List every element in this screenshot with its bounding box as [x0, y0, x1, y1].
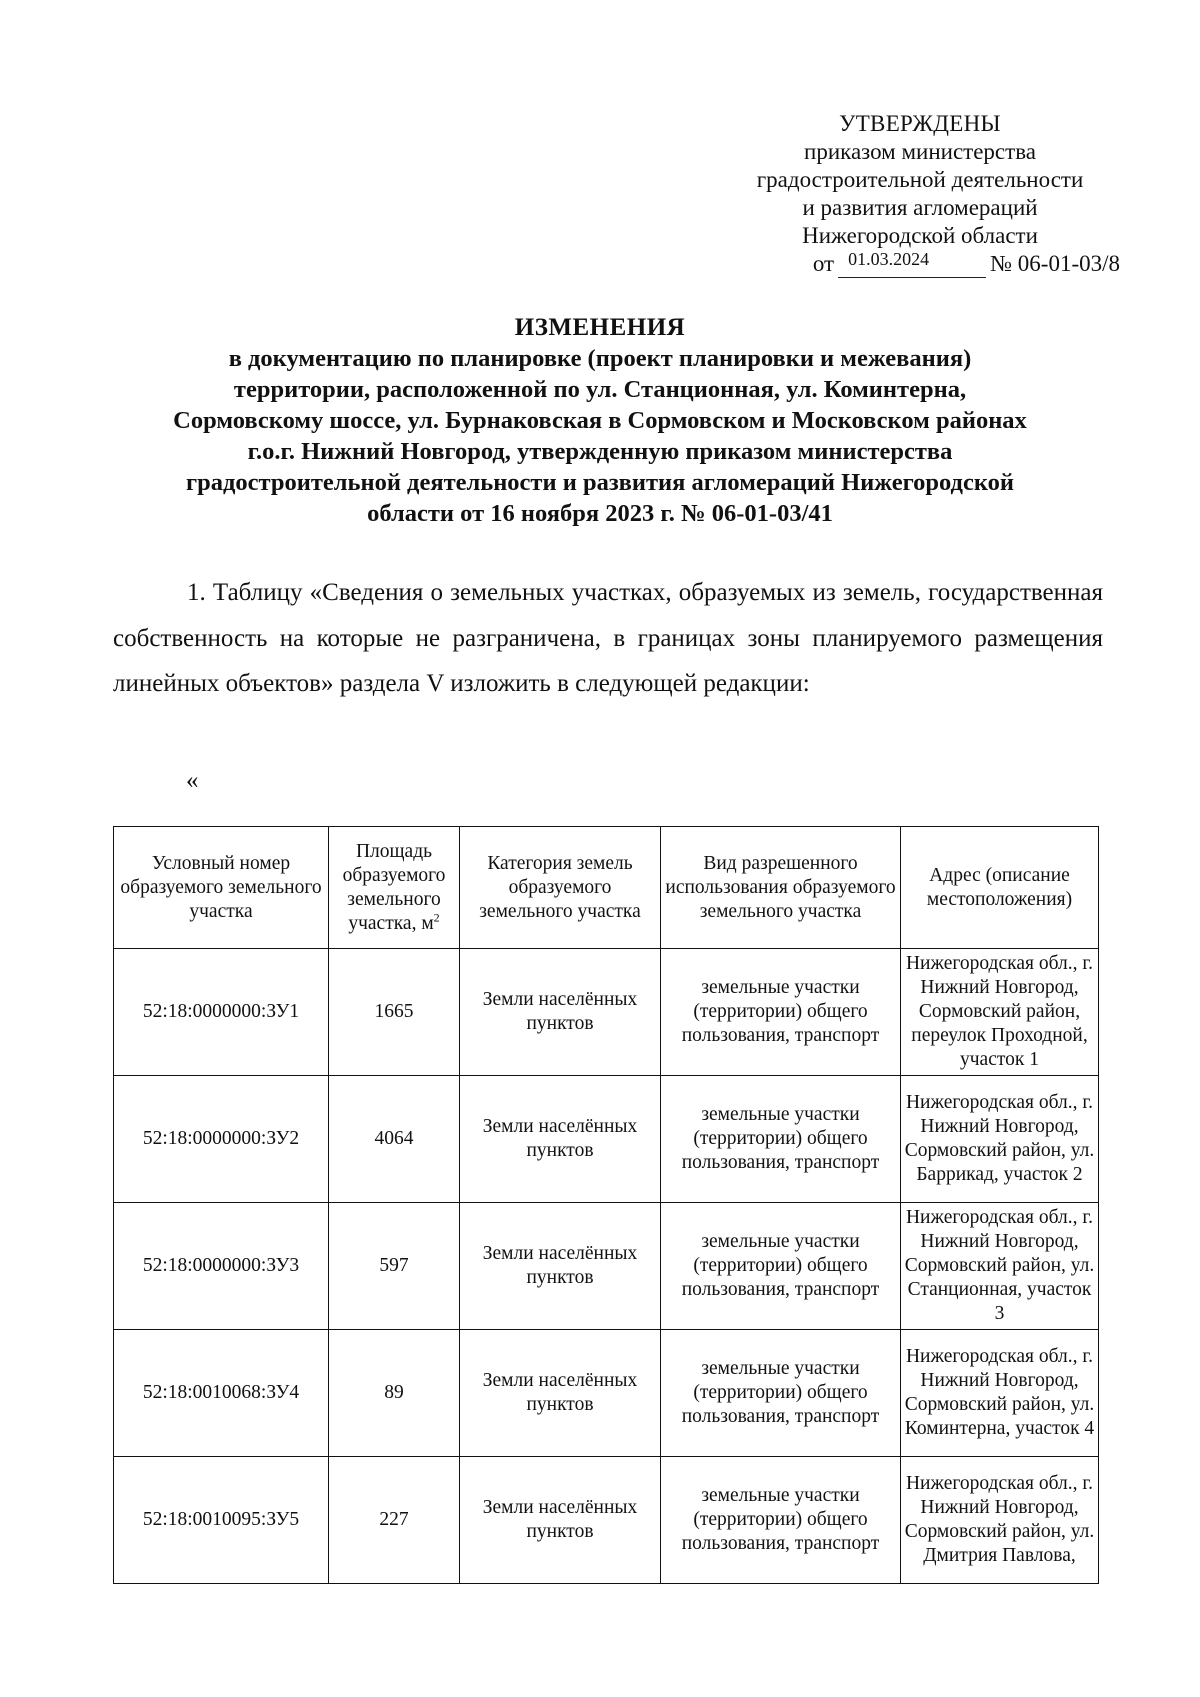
- cell-address: Нижегородская обл., г. Нижний Новгород, Сормовский район, ул. Станционная, участок 3: [901, 1203, 1099, 1330]
- approval-heading: УТВЕРЖДЕНЫ: [839, 111, 1001, 136]
- approval-date-field: [838, 251, 986, 278]
- header-category: Категория земель образуемого земельного участка: [460, 827, 661, 949]
- approval-date-line: [720, 250, 1120, 278]
- title-line-3: Сормовскому шоссе, ул. Бурнаковская в Сормовском и Московском районах: [173, 407, 1027, 434]
- approval-number: № 06-01-03/8: [990, 251, 1120, 276]
- cell-area: 4064: [329, 1076, 460, 1203]
- document-title: [100, 312, 1100, 529]
- title-line-1: в документацию по планировке (проект планировки и межевания): [228, 345, 972, 372]
- approval-from-label: от: [812, 251, 835, 276]
- header-area-label: Площадь образуемого земельного участка, м: [342, 840, 446, 934]
- cell-use: земельные участки (территории) общего пользования, транспорт: [661, 949, 901, 1076]
- cell-category: Земли населённых пунктов: [460, 949, 661, 1076]
- approval-line-3: и развития агломераций: [802, 195, 1038, 220]
- approval-line-2: градостроительной деятельности: [756, 167, 1084, 192]
- cell-category: Земли населённых пунктов: [460, 1203, 661, 1330]
- title-line-4: г.о.г. Нижний Новгород, утвержденную приказом министерства: [247, 438, 953, 465]
- table-row: [114, 1457, 1099, 1584]
- cell-category: Земли населённых пунктов: [460, 1457, 661, 1584]
- title-line-5: градостроительной деятельности и развития агломераций Нижегородской: [186, 469, 1014, 496]
- cell-use: земельные участки (территории) общего пользования, транспорт: [661, 1457, 901, 1584]
- cell-number: 52:18:0000000:ЗУ2: [114, 1076, 329, 1203]
- title-line-6: области от 16 ноября 2023 г. № 06-01-03/41: [367, 500, 833, 527]
- opening-quote: «: [186, 767, 199, 794]
- header-area-superscript: 2: [433, 910, 440, 924]
- table-row: [114, 1203, 1099, 1330]
- header-number: Условный номер образуемого земельного участка: [114, 827, 329, 949]
- header-use: Вид разрешенного использования образуемого земельного участка: [661, 827, 901, 949]
- approval-line-1: приказом министерства: [804, 139, 1036, 164]
- cell-address: Нижегородская обл., г. Нижний Новгород, Сормовский район, ул. Дмитрия Павлова,: [901, 1457, 1099, 1584]
- header-address: Адрес (описание местоположения): [901, 827, 1099, 949]
- cell-area: 597: [329, 1203, 460, 1330]
- cell-number: 52:18:0000000:ЗУ1: [114, 949, 329, 1076]
- cell-area: 227: [329, 1457, 460, 1584]
- cell-use: земельные участки (территории) общего пользования, транспорт: [661, 1203, 901, 1330]
- cell-category: Земли населённых пунктов: [460, 1076, 661, 1203]
- cell-number: 52:18:0010095:ЗУ5: [114, 1457, 329, 1584]
- cell-address: Нижегородская обл., г. Нижний Новгород, Сормовский район, переулок Проходной, участок 1: [901, 949, 1099, 1076]
- table-row: [114, 1076, 1099, 1203]
- approval-date: 01.03.2024: [848, 249, 930, 269]
- table-row: [114, 1330, 1099, 1457]
- cell-address: Нижегородская обл., г. Нижний Новгород, Сормовский район, ул. Баррикад, участок 2: [901, 1076, 1099, 1203]
- title-main: ИЗМЕНЕНИЯ: [514, 314, 686, 341]
- cell-use: земельные участки (территории) общего пользования, транспорт: [661, 1330, 901, 1457]
- cell-address: Нижегородская обл., г. Нижний Новгород, Сормовский район, ул. Коминтерна, участок 4: [901, 1330, 1099, 1457]
- cell-category: Земли населённых пунктов: [460, 1330, 661, 1457]
- approval-line-4: Нижегородской области: [802, 223, 1038, 248]
- cell-use: земельные участки (территории) общего пользования, транспорт: [661, 1076, 901, 1203]
- table-row: [114, 949, 1099, 1076]
- header-area: [329, 827, 460, 949]
- approval-stamp: [720, 110, 1120, 278]
- body-paragraph: 1. Таблицу «Сведения о земельных участках, образуемых из земель, государственная собственность на которые не разграничена, в границах зоны планируемого размещения линейных объектов» раздела V изложить в следующей редакции:: [113, 579, 1103, 697]
- cell-area: 89: [329, 1330, 460, 1457]
- land-plots-table: [113, 826, 1099, 1584]
- title-line-2: территории, расположенной по ул. Станционная, ул. Коминтерна,: [233, 376, 967, 403]
- cell-number: 52:18:0000000:ЗУ3: [114, 1203, 329, 1330]
- table-header-row: [114, 827, 1099, 949]
- cell-number: 52:18:0010068:ЗУ4: [114, 1330, 329, 1457]
- cell-area: 1665: [329, 949, 460, 1076]
